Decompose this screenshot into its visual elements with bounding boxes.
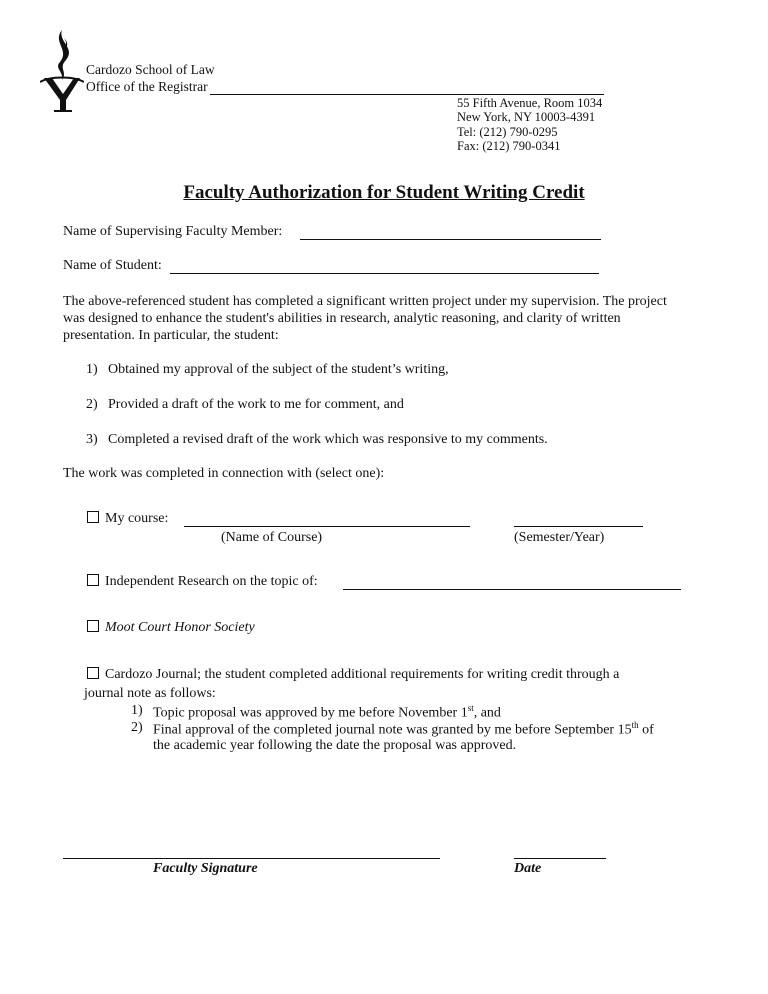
journal-req-2: Final approval of the completed journal note was granted by me before September 15th of — [153, 720, 654, 738]
journal-label-line-2: journal note as follows: — [84, 686, 216, 701]
requirement-1-text: Obtained my approval of the subject of the student’s writing, — [108, 362, 449, 377]
date-label: Date — [514, 861, 542, 876]
research-topic-field[interactable] — [343, 589, 681, 590]
independent-research-option[interactable] — [87, 574, 318, 590]
my-course-label: My course: — [105, 511, 169, 526]
faculty-signature-label: Faculty Signature — [153, 861, 258, 876]
journal-req-2-num: 2) — [131, 720, 143, 735]
journal-req-2-line-2: the academic year following the date the proposal was approved. — [153, 738, 517, 753]
date-field[interactable] — [514, 858, 606, 859]
school-name: Cardozo School of Law — [86, 62, 215, 77]
journal-req-1-num: 1) — [131, 703, 143, 718]
telephone: Tel: (212) 790-0295 — [457, 125, 558, 139]
faculty-signature-field[interactable] — [63, 858, 440, 859]
requirement-3-text: Completed a revised draft of the work which was responsive to my comments. — [108, 432, 548, 447]
header-rule — [210, 94, 604, 95]
intro-paragraph: The above-referenced student has completed a significant written project under my supervision. The project was designed to enhance the student's abilities in research, analytic reasoning, and clarity of written presentation. In particular, the student: — [63, 294, 667, 343]
moot-court-checkbox[interactable] — [87, 620, 99, 632]
office-name: Office of the Registrar — [86, 79, 208, 94]
requirement-2-text: Provided a draft of the work to me for comment, and — [108, 397, 404, 412]
semester-caption: (Semester/Year) — [514, 530, 605, 545]
course-name-field[interactable] — [184, 526, 470, 527]
journal-label-line-1: Cardozo Journal; the student completed additional requirements for writing credit through a — [105, 667, 620, 682]
journal-option[interactable] — [87, 667, 619, 683]
form-title: Faculty Authorization for Student Writing Credit — [183, 182, 585, 203]
requirement-3-num: 3) — [86, 432, 98, 447]
my-course-option[interactable] — [87, 511, 168, 527]
journal-req-1: Topic proposal was approved by me before November 1st, and — [153, 703, 501, 721]
moot-court-option[interactable] — [87, 620, 255, 636]
journal-checkbox[interactable] — [87, 667, 99, 679]
student-name-field[interactable] — [170, 273, 599, 274]
select-prompt: The work was completed in connection with (select one): — [63, 466, 385, 481]
faculty-name-label: Name of Supervising Faculty Member: — [63, 224, 283, 239]
requirement-1-num: 1) — [86, 362, 98, 377]
address-line-2: New York, NY 10003-4391 — [457, 110, 596, 124]
my-course-checkbox[interactable] — [87, 511, 99, 523]
independent-research-checkbox[interactable] — [87, 574, 99, 586]
independent-research-label: Independent Research on the topic of: — [105, 574, 318, 589]
requirement-2-num: 2) — [86, 397, 98, 412]
student-name-label: Name of Student: — [63, 258, 162, 273]
cardozo-logo-icon — [40, 28, 84, 112]
course-name-caption: (Name of Course) — [221, 530, 323, 545]
semester-field[interactable] — [514, 526, 643, 527]
fax: Fax: (212) 790-0341 — [457, 139, 561, 153]
address-line-1: 55 Fifth Avenue, Room 1034 — [457, 96, 603, 110]
moot-court-label: Moot Court Honor Society — [105, 620, 255, 635]
faculty-name-field[interactable] — [300, 239, 601, 240]
